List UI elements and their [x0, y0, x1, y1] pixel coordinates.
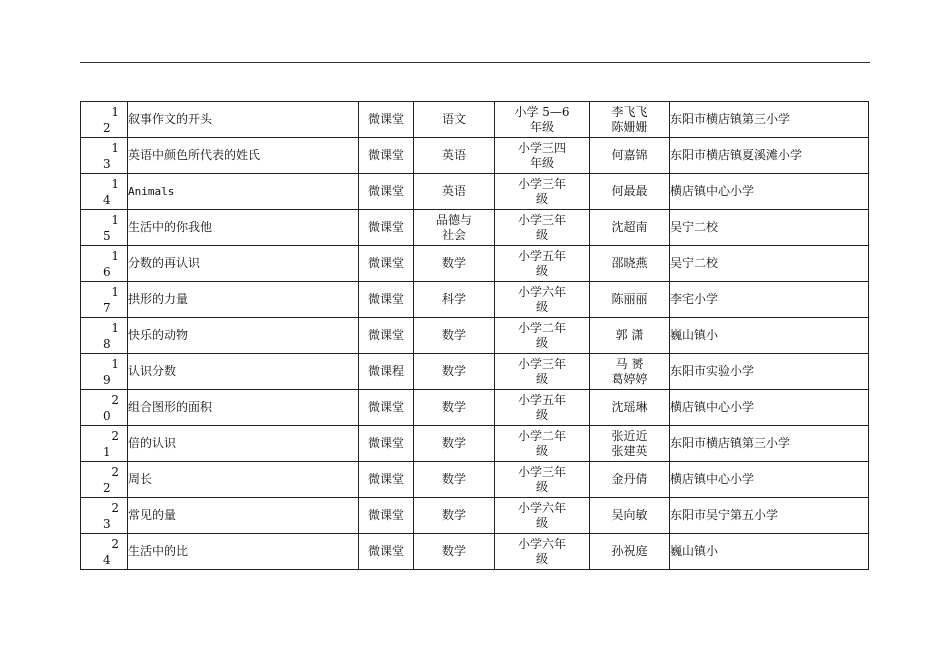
authors-line: 陈姗姗	[611, 119, 648, 134]
course-grade	[495, 498, 590, 534]
course-authors	[590, 390, 670, 426]
course-type	[359, 174, 414, 210]
type-line: 微课堂	[367, 292, 404, 306]
grade-line: 年级	[529, 155, 554, 170]
school-line: 巍山镇小	[670, 328, 719, 342]
grade-line: 小学六年	[517, 500, 566, 515]
row-number-ones: 3	[103, 157, 111, 171]
course-title	[128, 534, 359, 570]
course-subject	[414, 246, 495, 282]
authors-line: 沈瑶琳	[611, 400, 648, 414]
title-line: 生活中的比	[128, 544, 189, 558]
title-line: 认识分数	[128, 364, 177, 378]
type-line: 微课堂	[367, 436, 404, 450]
course-title	[128, 390, 359, 426]
course-subject	[414, 174, 495, 210]
type-line: 微课堂	[367, 148, 404, 162]
school-line: 东阳市横店镇夏溪滩小学	[670, 148, 803, 162]
grade-line: 级	[535, 407, 548, 422]
course-type	[359, 354, 414, 390]
subject-line: 数学	[441, 544, 466, 558]
row-number-tens: 1	[111, 213, 119, 227]
course-title	[128, 174, 359, 210]
grade-line: 年级	[529, 119, 554, 134]
row-number-ones: 3	[103, 517, 111, 531]
course-title	[128, 246, 359, 282]
course-subject	[414, 138, 495, 174]
authors-line: 邵晓燕	[611, 256, 648, 270]
subject-line: 数学	[441, 508, 466, 522]
course-school	[670, 174, 869, 210]
row-number-tens: 2	[111, 537, 119, 551]
row-number-ones: 0	[103, 409, 111, 423]
row-number-ones: 4	[103, 193, 111, 207]
course-school	[670, 390, 869, 426]
subject-line: 数学	[441, 364, 466, 378]
table-row	[81, 534, 869, 570]
course-grade	[495, 462, 590, 498]
title-line: 拱形的力量	[128, 292, 189, 306]
course-school	[670, 102, 869, 138]
subject-line: 数学	[441, 436, 466, 450]
table-row	[81, 498, 869, 534]
course-school	[670, 534, 869, 570]
grade-line: 小学 5—6	[514, 104, 570, 119]
row-number	[81, 246, 128, 282]
subject-line: 社会	[441, 227, 466, 242]
course-subject	[414, 282, 495, 318]
grade-line: 小学三四	[517, 140, 566, 155]
course-grade	[495, 318, 590, 354]
row-number-ones: 9	[103, 373, 111, 387]
course-school	[670, 318, 869, 354]
grade-line: 小学三年	[517, 212, 566, 227]
school-line: 东阳市横店镇第三小学	[670, 112, 791, 126]
table-row	[81, 210, 869, 246]
subject-line: 数学	[441, 256, 466, 270]
row-number-tens: 2	[111, 393, 119, 407]
title-line: 生活中的你我他	[128, 220, 213, 234]
subject-line: 数学	[441, 472, 466, 486]
course-authors	[590, 174, 670, 210]
row-number	[81, 102, 128, 138]
course-subject	[414, 498, 495, 534]
type-line: 微课堂	[367, 508, 404, 522]
school-line: 横店镇中心小学	[670, 472, 755, 486]
title-line: 英语中颜色所代表的姓氏	[128, 148, 261, 162]
course-type	[359, 498, 414, 534]
row-number-tens: 2	[111, 429, 119, 443]
course-school	[670, 498, 869, 534]
authors-line: 何嘉锦	[611, 148, 648, 162]
course-authors	[590, 138, 670, 174]
row-number-ones: 7	[103, 301, 111, 315]
row-number-ones: 2	[103, 121, 111, 135]
course-type	[359, 138, 414, 174]
course-subject	[414, 318, 495, 354]
course-school	[670, 426, 869, 462]
row-number-tens: 1	[111, 249, 119, 263]
table-row	[81, 138, 869, 174]
school-line: 巍山镇小	[670, 544, 719, 558]
grade-line: 小学二年	[517, 320, 566, 335]
school-line: 李宅小学	[670, 292, 719, 306]
row-number	[81, 498, 128, 534]
row-number-tens: 1	[111, 105, 119, 119]
school-line: 东阳市实验小学	[670, 364, 755, 378]
course-authors	[590, 426, 670, 462]
course-authors	[590, 498, 670, 534]
course-school	[670, 210, 869, 246]
grade-line: 级	[535, 551, 548, 566]
table-row	[81, 426, 869, 462]
authors-line: 马 赟	[615, 356, 644, 371]
course-authors	[590, 354, 670, 390]
table-row	[81, 282, 869, 318]
authors-line: 李飞飞	[611, 104, 648, 119]
course-type	[359, 426, 414, 462]
course-type	[359, 282, 414, 318]
course-school	[670, 462, 869, 498]
course-grade	[495, 426, 590, 462]
course-subject	[414, 102, 495, 138]
authors-line: 吴向敏	[611, 508, 648, 522]
row-number	[81, 426, 128, 462]
grade-line: 级	[535, 443, 548, 458]
authors-line: 陈丽丽	[611, 292, 648, 306]
grade-line: 小学五年	[517, 392, 566, 407]
course-subject	[414, 426, 495, 462]
course-title	[128, 282, 359, 318]
table-row	[81, 462, 869, 498]
course-grade	[495, 246, 590, 282]
type-line: 微课堂	[367, 472, 404, 486]
row-number-tens: 2	[111, 465, 119, 479]
row-number	[81, 534, 128, 570]
type-line: 微课堂	[367, 220, 404, 234]
authors-line: 张建英	[611, 443, 648, 458]
grade-line: 小学五年	[517, 248, 566, 263]
course-type	[359, 246, 414, 282]
title-line: 倍的认识	[128, 436, 177, 450]
course-title	[128, 138, 359, 174]
grade-line: 级	[535, 515, 548, 530]
course-grade	[495, 174, 590, 210]
table-row	[81, 246, 869, 282]
course-grade	[495, 102, 590, 138]
grade-line: 级	[535, 335, 548, 350]
title-line: 常见的量	[128, 508, 177, 522]
row-number-tens: 1	[111, 321, 119, 335]
school-line: 吴宁二校	[670, 220, 719, 234]
table-row	[81, 102, 869, 138]
course-school	[670, 138, 869, 174]
row-number-ones: 2	[103, 481, 111, 495]
course-subject	[414, 534, 495, 570]
title-line: 组合图形的面积	[128, 400, 213, 414]
type-line: 微课程	[367, 364, 404, 378]
course-school	[670, 354, 869, 390]
grade-line: 级	[535, 371, 548, 386]
row-number-tens: 2	[111, 501, 119, 515]
authors-line: 葛婷婷	[611, 371, 648, 386]
table-body	[81, 102, 869, 570]
row-number	[81, 210, 128, 246]
course-type	[359, 534, 414, 570]
row-number	[81, 462, 128, 498]
course-type	[359, 462, 414, 498]
award-table	[80, 101, 869, 570]
grade-line: 小学三年	[517, 464, 566, 479]
row-number-tens: 1	[111, 357, 119, 371]
title-line: 叙事作文的开头	[128, 112, 213, 126]
grade-line: 小学三年	[517, 356, 566, 371]
grade-line: 级	[535, 227, 548, 242]
authors-line: 郭 潇	[615, 328, 644, 342]
title-line: Animals	[128, 185, 175, 198]
course-authors	[590, 318, 670, 354]
subject-line: 语文	[441, 112, 466, 126]
course-authors	[590, 282, 670, 318]
subject-line: 数学	[441, 328, 466, 342]
title-line: 周长	[128, 472, 153, 486]
row-number	[81, 354, 128, 390]
row-number	[81, 318, 128, 354]
authors-line: 孙祝庭	[611, 544, 648, 558]
course-authors	[590, 210, 670, 246]
row-number-ones: 1	[103, 445, 111, 459]
subject-line: 英语	[441, 148, 466, 162]
row-number	[81, 282, 128, 318]
authors-line: 张近近	[611, 428, 648, 443]
course-title	[128, 102, 359, 138]
type-line: 微课堂	[367, 400, 404, 414]
subject-line: 品德与	[435, 212, 472, 227]
row-number-ones: 6	[103, 265, 111, 279]
course-title	[128, 318, 359, 354]
header-rule	[80, 62, 870, 63]
grade-line: 小学六年	[517, 536, 566, 551]
school-line: 横店镇中心小学	[670, 184, 755, 198]
school-line: 东阳市横店镇第三小学	[670, 436, 791, 450]
course-authors	[590, 102, 670, 138]
school-line: 东阳市吴宁第五小学	[670, 508, 779, 522]
table-row	[81, 354, 869, 390]
row-number-ones: 5	[103, 229, 111, 243]
table-row	[81, 318, 869, 354]
course-grade	[495, 282, 590, 318]
course-subject	[414, 462, 495, 498]
course-school	[670, 246, 869, 282]
row-number-tens: 1	[111, 177, 119, 191]
course-type	[359, 210, 414, 246]
grade-line: 级	[535, 479, 548, 494]
row-number	[81, 138, 128, 174]
type-line: 微课堂	[367, 112, 404, 126]
course-title	[128, 462, 359, 498]
grade-line: 小学六年	[517, 284, 566, 299]
type-line: 微课堂	[367, 184, 404, 198]
type-line: 微课堂	[367, 328, 404, 342]
course-title	[128, 210, 359, 246]
grade-line: 级	[535, 299, 548, 314]
course-type	[359, 318, 414, 354]
course-subject	[414, 354, 495, 390]
row-number-tens: 1	[111, 285, 119, 299]
grade-line: 级	[535, 263, 548, 278]
subject-line: 科学	[441, 292, 466, 306]
type-line: 微课堂	[367, 544, 404, 558]
authors-line: 沈超南	[611, 220, 648, 234]
table-row	[81, 174, 869, 210]
school-line: 吴宁二校	[670, 256, 719, 270]
row-number-tens: 1	[111, 141, 119, 155]
row-number-ones: 8	[103, 337, 111, 351]
course-title	[128, 354, 359, 390]
title-line: 快乐的动物	[128, 328, 189, 342]
course-title	[128, 426, 359, 462]
course-type	[359, 390, 414, 426]
row-number	[81, 174, 128, 210]
course-grade	[495, 534, 590, 570]
course-grade	[495, 210, 590, 246]
subject-line: 英语	[441, 184, 466, 198]
authors-line: 何最最	[611, 184, 648, 198]
grade-line: 级	[535, 191, 548, 206]
title-line: 分数的再认识	[128, 256, 201, 270]
grade-line: 小学三年	[517, 176, 566, 191]
course-authors	[590, 534, 670, 570]
course-type	[359, 102, 414, 138]
course-authors	[590, 246, 670, 282]
type-line: 微课堂	[367, 256, 404, 270]
row-number	[81, 390, 128, 426]
course-title	[128, 498, 359, 534]
school-line: 横店镇中心小学	[670, 400, 755, 414]
row-number-ones: 4	[103, 553, 111, 567]
table-row	[81, 390, 869, 426]
course-grade	[495, 354, 590, 390]
grade-line: 小学二年	[517, 428, 566, 443]
course-subject	[414, 390, 495, 426]
subject-line: 数学	[441, 400, 466, 414]
course-grade	[495, 390, 590, 426]
authors-line: 金丹倩	[611, 472, 648, 486]
course-grade	[495, 138, 590, 174]
course-authors	[590, 462, 670, 498]
course-school	[670, 282, 869, 318]
course-subject	[414, 210, 495, 246]
